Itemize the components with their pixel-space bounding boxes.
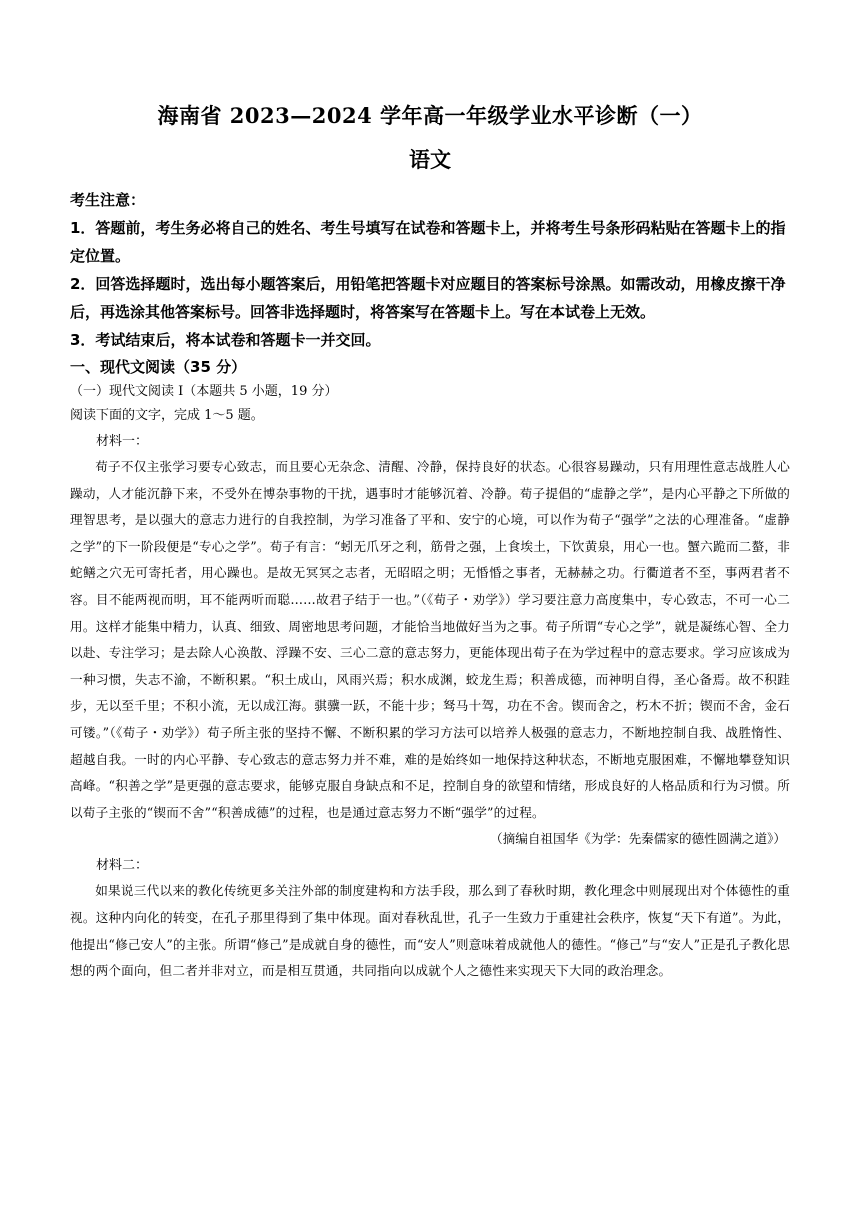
exam-title: 海南省 2023—2024 学年高一年级学业水平诊断（一） — [157, 103, 703, 128]
section-heading: 一、现代文阅读（35 分） — [70, 358, 247, 376]
material-2-label: 材料二： — [96, 858, 149, 874]
notice-item-2: 2．回答选择题时，选出每小题答案后，用铅笔把答题卡对应题目的答案标号涂黑。如需改动，用橡皮擦干净后，再选涂其他答案标号。回答非选择题时，将答案写在答题卡上。写在本试卷上无效。 — [70, 275, 786, 321]
material-2-text: 如果说三代以来的教化传统更多关注外部的制度建构和方法手段，那么到了春秋时期，教化理念中则展现出对个体德性的重视。这种内向化的转变，在孔子那里得到了集中体现。面对春秋乱世，孔子一生致力于重建社会秩序，恢复“天下有道”。为此，他提出“修己安人”的主张。所谓“修己”是成就自身的德性，而“安人”则意味着成就他人的德性。“修己”与“安人”正是孔子教化思想的两个面向，但二者并非对立，而是相互贯通，共同指向以成就个人之德性来实现天下大同的政治理念。 — [70, 883, 790, 979]
material-1-source: （摘编自祖国华《为学：先秦儒家的德性圆满之道》） — [490, 831, 786, 847]
notice-item-1: 1．答题前，考生务必将自己的姓名、考生号填写在试卷和答题卡上，并将考生号条形码粘贴在答题卡上的指定位置。 — [70, 219, 786, 265]
notice-heading: 考生注意： — [70, 191, 146, 209]
exam-subject: 语文 — [409, 147, 451, 172]
notice-block — [70, 186, 790, 354]
sub-section-heading: （一）现代文阅读 I（本题共 5 小题，19 分） — [70, 384, 338, 399]
reading-instruction: 阅读下面的文字，完成 1～5 题。 — [70, 408, 264, 423]
material-1-label: 材料一： — [96, 434, 149, 449]
notice-item-3: 3．考试结束后，将本试卷和答题卡一并交回。 — [70, 331, 381, 349]
material-1-text: 荀子不仅主张学习要专心致志，而且要心无杂念、清醒、冷静，保持良好的状态。心很容易躁动，只有用理性意志战胜人心躁动，人才能沉静下来，不受外在博杂事物的干扰，遇事时才能够沉着、冷静。荀子提倡的“虚静之学”，是内心平静之下所做的理智思考，是以强大的意志力进行的自我控制，为学习准备了平和、安宁的心境，可以作为荀子“强学”之法的心理准备。“虚静之学”的下一阶段便是“专心之学”。荀子有言：“蚓无爪牙之利，筋骨之强，上食埃土，下饮黄泉，用心一也。蟹六跪而二螯，非蛇鳝之穴无可寄托者，用心躁也。是故无冥冥之志者，无昭昭之明；无惛惛之事者，无赫赫之功。行衢道者不至，事两君者不容。目不能两视而明，耳不能两听而聪……故君子结于一也。”（《荀子・劝学》）学习要注意力高度集中，专心致志，不可一心二用。这样才能集中精力，认真、细致、周密地思考问题，才能恰当地做好当为之事。荀子所谓“专心之学”，就是凝练心智、全力以赴、专注学习；是去除人心涣散、浮躁不安、三心二意的意志努力，更能体现出荀子在为学过程中的意志要求。学习应该成为一种习惯，失志不渝，不断积累。“积土成山，风雨兴焉；积水成渊，蛟龙生焉；积善成德，而神明自得，圣心备焉。故不积跬步，无以至千里；不积小流，无以成江海。骐骥一跃，不能十步；驽马十驾，功在不舍。锲而舍之，朽木不折；锲而不舍，金石可镂。”（《荀子・劝学》）荀子所主张的坚持不懈、不断积累的学习方法可以培养人极强的意志力，不断地控制自我、战胜惰性、超越自我。一时的内心平静、专心致志的意志努力并不难，难的是始终如一地保持这种状态，不断地克服困难，不懈地攀登知识高峰。“积善之学”是更强的意志要求，能够克服自身缺点和不足，控制自身的欲望和情绪，形成良好的人格品质和行为习惯。所以荀子主张的“锲而不舍”“积善成德”的过程，也是通过意志努力不断“强学”的过程。 — [70, 459, 790, 820]
